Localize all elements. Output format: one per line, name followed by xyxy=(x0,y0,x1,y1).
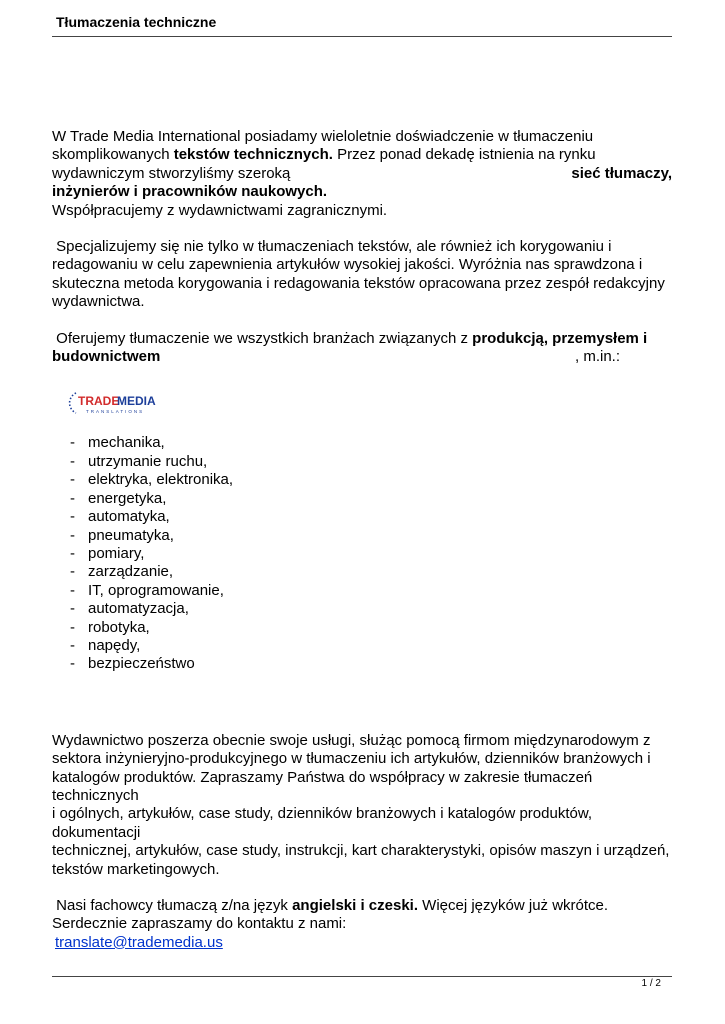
specialize-line: wydawnictwa. xyxy=(52,293,145,311)
list-item xyxy=(70,453,672,471)
logo-text-media: MEDIA xyxy=(117,394,156,409)
list-item-label: napędy, xyxy=(88,636,141,654)
list-dash: - xyxy=(70,563,75,581)
contact-line: Serdecznie zapraszamy do kontaktu z nami: xyxy=(52,915,347,933)
offer-line: Oferujemy tłumaczenie we wszystkich branżach związanych z produkcją, przemysłem i xyxy=(52,329,648,347)
list-dash: - xyxy=(70,434,75,452)
contact-line xyxy=(52,934,672,952)
trademedia-logo xyxy=(68,386,672,420)
list-item xyxy=(70,434,672,452)
list-item xyxy=(70,471,672,489)
list-item-label: automatyka, xyxy=(88,508,170,526)
page-title: Tłumaczenia techniczne xyxy=(56,14,217,30)
article-body xyxy=(52,128,672,952)
list-item xyxy=(70,637,672,655)
list-dash: - xyxy=(70,544,75,562)
list-item-label: mechanika, xyxy=(88,434,165,452)
list-dash: - xyxy=(70,581,75,599)
top-divider xyxy=(52,36,672,37)
specialize-line: Specjalizujemy się nie tylko w tłumaczeniach tekstów, ale również ich korygowaniu i xyxy=(52,238,612,256)
list-dash: - xyxy=(70,600,75,618)
list-dash: - xyxy=(70,508,75,526)
list-dash: - xyxy=(70,489,75,507)
email-link[interactable]: translate@trademedia.us xyxy=(55,933,223,951)
list-item-label: elektryka, elektronika, xyxy=(88,471,234,489)
contact-line: Nasi fachowcy tłumaczą z/na język angielski i czeski. Więcej języków już wkrótce. xyxy=(52,897,609,914)
publisher-line: katalogów produktów. Zapraszamy Państwa do współpracy w zakresie tłumaczeń technicznych xyxy=(52,768,593,804)
list-item-label: automatyzacja, xyxy=(88,600,189,618)
publisher-line: technicznej, artykułów, case study, instrukcji, kart charakterystyki, opisów maszyn i urządzeń, xyxy=(52,842,670,860)
list-dash: - xyxy=(70,452,75,470)
list-dash: - xyxy=(70,618,75,636)
list-dash: - xyxy=(70,526,75,544)
publisher-paragraph xyxy=(52,732,672,879)
bottom-divider xyxy=(52,976,672,977)
specialize-line: redagowaniu w celu zapewnienia artykułów wysokiej jakości. Wyróżnia nas sprawdzona i xyxy=(52,256,643,274)
intro-line: inżynierów i pracowników naukowych. xyxy=(52,183,328,201)
list-item-label: zarządzanie, xyxy=(88,563,174,581)
publisher-line: sektora inżynieryjno-produkcyjnego w tłumaczeniu ich artykułów, dzienników branżowych i xyxy=(52,750,651,768)
list-item-label: pneumatyka, xyxy=(88,526,174,544)
list-item xyxy=(70,563,672,581)
trademedia-logo-icon xyxy=(68,388,178,418)
logo-subtext: TRANSLATIONS xyxy=(86,409,145,415)
intro-line: wydawniczym stworzyliśmy szeroką sieć tłumaczy, xyxy=(52,164,672,182)
publisher-line: tekstów marketingowych. xyxy=(52,860,220,878)
list-dash: - xyxy=(70,636,75,654)
list-item xyxy=(70,527,672,545)
publisher-line: i ogólnych, artykułów, case study, dzienników branżowych i katalogów produktów, dokumentacji xyxy=(52,805,593,841)
list-item-label: utrzymanie ruchu, xyxy=(88,452,208,470)
list-item xyxy=(70,619,672,637)
list-item xyxy=(70,508,672,526)
list-item xyxy=(70,600,672,618)
list-item-label: energetyka, xyxy=(88,489,167,507)
publisher-line: Wydawnictwo poszerza obecnie swoje usługi, służąc pomocą firmom międzynarodowym z xyxy=(52,731,651,749)
list-dash: - xyxy=(70,471,75,489)
intro-line: Współpracujemy z wydawnictwami zagranicznymi. xyxy=(52,201,388,219)
intro-line: skomplikowanych tekstów technicznych. Przez ponad dekadę istnienia na rynku xyxy=(52,146,596,164)
list-dash: - xyxy=(70,655,75,673)
industries-list xyxy=(70,434,672,673)
list-item-label: robotyka, xyxy=(88,618,150,636)
list-item-label: pomiary, xyxy=(88,544,145,562)
offer-line: budownictwem , m.in.: xyxy=(52,348,620,366)
specialize-line: skuteczna metoda korygowania i redagowania tekstów opracowana przez zespół redakcyjny xyxy=(52,274,665,292)
list-item xyxy=(70,655,672,673)
list-item xyxy=(70,490,672,508)
list-item-label: IT, oprogramowanie, xyxy=(88,581,224,599)
list-item-label: bezpieczeństwo xyxy=(88,655,195,673)
page-number: 1 / 2 xyxy=(641,978,661,989)
list-item xyxy=(70,545,672,563)
logo-text-trade: TRADE xyxy=(78,394,120,409)
list-item xyxy=(70,582,672,600)
intro-line: W Trade Media International posiadamy wieloletnie doświadczenie w tłumaczeniu xyxy=(52,128,594,145)
